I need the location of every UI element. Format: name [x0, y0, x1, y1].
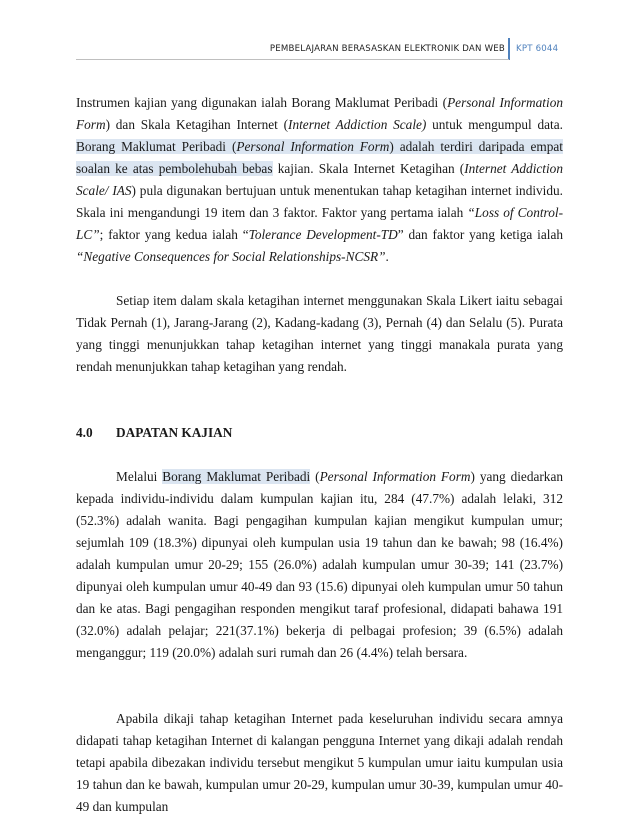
text-run: kajian. Skala Internet Ketagihan (: [272, 161, 465, 176]
text-run-italic: “Loss of Control-LC”: [76, 205, 563, 242]
text-run: .: [385, 249, 389, 264]
text-run: ) yang diedarkan kepada individu-individu dalam kumpulan kajian itu, 284 (47.7%) adalah lelaki, 312 (52.3%) adalah wanita. Bagi pengagihan kumpulan kajian mengikut kumpulan umur; sejumlah 109 (18.3%) dipunyai oleh kumpulan usia 19 tahun dan ke bawah; 98 (16.4%) adalah kumpulan umur 20-29; 155 (26.0%) adalah kumpulan umur 30-39; 141 (23.7%) dipunyai oleh kumpulan umur 40-49 dan 93 (15.6) dipunyai oleh kumpulan umur 50 tahun dan ke atas. Bagi pengagihan responden mengikut taraf profesional, didapati bahawa 191 (32.0%) adalah pelajar; 221(37.1%) bekerja di pelbagai profesion; 39 (6.5%) adalah menganggur; 119 (20.0%) adalah suri rumah dan 26 (4.4%) telah bersara.: [76, 469, 563, 660]
text-run: ) pula digunakan bertujuan untuk menentukan tahap ketagihan internet individu. Skala ini mengandungi 19 item dan 3 faktor. Faktor yang pertama ialah: [76, 183, 564, 220]
page-header: [0, 38, 638, 58]
text-run: ; faktor yang kedua ialah “: [99, 227, 249, 242]
paragraph-likert-scale: Setiap item dalam skala ketagihan internet menggunakan Skala Likert iaitu sebagai Tidak Pernah (1), Jarang-Jarang (2), Kadang-kadang (3), Pernah (4) dan Selalu (5). Purata yang tinggi menunjukkan tahap ketagihan internet yang tinggi manakala purata yang rendah menunjukkan tahap ketagihan yang rendah.: [76, 293, 563, 374]
text-run-italic: Internet Addiction Scale/ IAS: [76, 161, 563, 198]
highlighted-text: Borang Maklumat Peribadi: [162, 469, 311, 484]
text-run: untuk mengumpul data.: [426, 117, 563, 132]
text-run: Instrumen kajian yang digunakan ialah Borang Maklumat Peribadi (: [76, 95, 448, 110]
text-run-italic: Personal Information Form: [76, 95, 563, 132]
highlighted-text: (: [226, 139, 237, 154]
paragraph-addiction-level: Apabila dikaji tahap ketagihan Internet pada keseluruhan individu secara amnya didapati tahap ketagihan Internet di kalangan pengguna Internet yang dikaji adalah rendah tetapi apabila dibezakan individu tersebut mengikut 5 kumpulan umur iaitu kumpulan usia 19 tahun dan ke bawah, kumpulan umur 20-29, kumpulan umur 30-39, kumpulan umur 40-49 dan kumpulan: [76, 711, 563, 814]
section-number: 4.0: [76, 425, 93, 440]
text-run-italic: Internet Addiction Scale): [288, 117, 427, 132]
text-run: ) dan Skala Ketagihan Internet (: [105, 117, 289, 132]
text-run: Melalui: [116, 469, 163, 484]
text-run-italic: Personal Information Form: [319, 469, 471, 484]
paragraph-instrument: [76, 92, 563, 268]
header-rule: [76, 59, 509, 60]
section-title: DAPATAN KAJIAN: [116, 425, 233, 440]
header-title: PEMBELAJARAN BERASASKAN ELEKTRONIK DAN WEB: [269, 44, 505, 54]
text-run-italic: “Negative Consequences for Social Relationships-NCSR”: [76, 249, 386, 264]
paragraph-findings: [76, 466, 563, 664]
text-run-italic: Tolerance Development-TD: [248, 227, 398, 242]
document-body: [76, 92, 563, 818]
header-divider: [508, 38, 510, 60]
highlighted-text-italic: Personal Information Form: [236, 139, 390, 154]
header-course-code: KPT 6044: [516, 44, 559, 54]
text-run: (: [310, 469, 320, 484]
text-run: ” dan faktor yang ketiga ialah: [397, 227, 563, 242]
highlighted-text: Borang Maklumat Peribadi: [76, 139, 226, 154]
section-heading: [76, 422, 563, 444]
highlighted-text: ) adalah terdiri daripada empat soalan ke atas pembolehubah bebas: [76, 139, 563, 176]
